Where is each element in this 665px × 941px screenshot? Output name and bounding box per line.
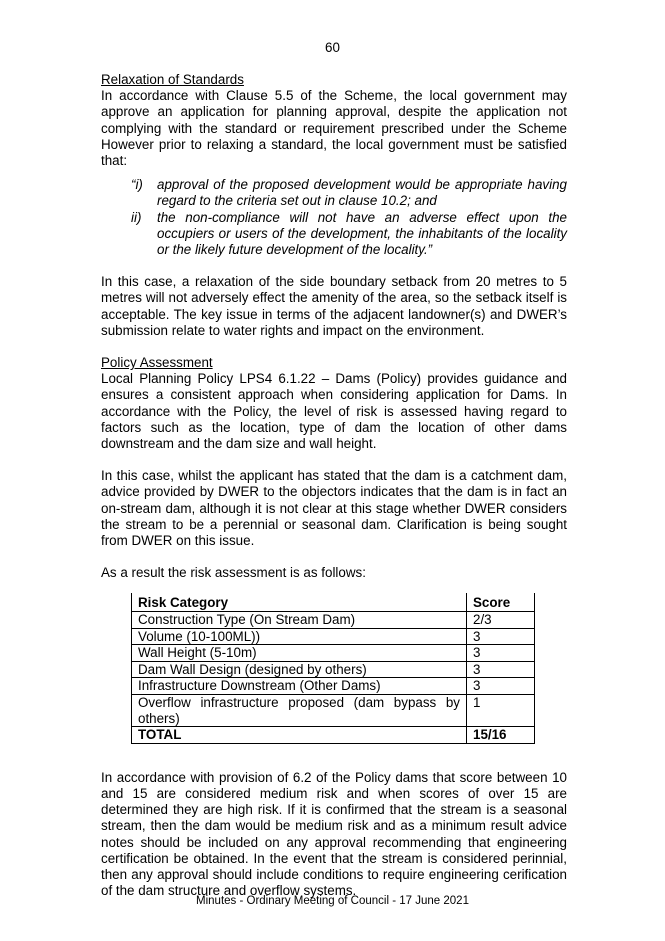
risk-table — [131, 593, 535, 743]
case-paragraph: In this case, a relaxation of the side boundary setback from 20 metres to 5 metres will not adversely effect the amenity of the area, so the setback itself is acceptable. The key issue in terms of the adjacent landowner(s) and DWER’s submission relate to water rights and impact on the environment. — [101, 274, 567, 338]
page-footer: Minutes - Ordinary Meeting of Council - 17 June 2021 — [196, 895, 469, 907]
total-label: TOTAL — [132, 727, 467, 744]
risk-intro: As a result the risk assessment is as follows: — [101, 565, 366, 581]
document-body — [101, 72, 567, 899]
conclusion-paragraph: In accordance with provision of 6.2 of the Policy dams that score between 10 and 15 are considered medium risk and when scores of over 15 are determined they are high risk. If it is confirmed that the stream is a seasonal stream, then the dam would be medium risk and as a minimum result advice notes should be included on any approval recommending that engineering certification be obtained. In the event that the stream is considered perinnial, then any approval should include conditions to require engineering cerification of the dam structure and overflow systems. — [101, 769, 567, 899]
risk-category-cell: Construction Type (On Stream Dam) — [132, 612, 467, 629]
table-row — [132, 661, 535, 678]
score-cell: 1 — [467, 695, 535, 727]
table-row — [132, 612, 535, 629]
clause-item-mark: “i) — [131, 177, 143, 193]
score-header: Score — [467, 593, 535, 611]
risk-table-header — [132, 593, 535, 611]
score-cell: 3 — [467, 661, 535, 678]
clause-item-ii — [131, 209, 567, 259]
clause-item-mark: ii) — [131, 209, 142, 225]
table-row — [132, 678, 535, 695]
table-row — [132, 628, 535, 645]
policy-heading: Policy Assessment — [101, 355, 213, 371]
total-score: 15/16 — [467, 727, 535, 744]
risk-category-cell: Volume (10-100ML)) — [132, 628, 467, 645]
risk-category-cell: Infrastructure Downstream (Other Dams) — [132, 678, 467, 695]
score-cell: 3 — [467, 678, 535, 695]
clause-item-text: approval of the proposed development would be appropriate having regard to the criteria set out in clause 10.2; and — [157, 177, 567, 209]
relaxation-intro: In accordance with Clause 5.5 of the Scheme, the local government may approve an application for planning approval, despite the application not complying with the standard or requirement prescribed under the Scheme However prior to relaxing a standard, the local government must be satisfied that: — [101, 88, 567, 169]
stream-paragraph: In this case, whilst the applicant has stated that the dam is a catchment dam, advice provided by DWER to the objectors indicates that the dam is in fact an on-stream dam, although it is not clear at this stage whether DWER considers the stream to be a perennial or seasonal dam. Clarification is being sought from DWER on this issue. — [101, 468, 567, 549]
risk-category-cell: Dam Wall Design (designed by others) — [132, 661, 467, 678]
relaxation-heading: Relaxation of Standards — [101, 72, 244, 87]
score-cell: 3 — [467, 628, 535, 645]
risk-category-cell: Overflow infrastructure proposed (dam bypass by others) — [132, 695, 467, 727]
policy-paragraph: Local Planning Policy LPS4 6.1.22 – Dams (Policy) provides guidance and ensures a consistent approach when considering application for Dams. In accordance with the Policy, the level of risk is assessed having regard to factors such as the location, type of dam the location of other dams downstream and the dam size and wall height. — [101, 371, 567, 452]
risk-category-cell: Wall Height (5-10m) — [132, 645, 467, 662]
score-cell: 2/3 — [467, 612, 535, 629]
risk-category-header: Risk Category — [132, 593, 467, 611]
table-row — [132, 695, 535, 727]
table-row — [132, 645, 535, 662]
score-cell: 3 — [467, 645, 535, 662]
clause-quote-list — [101, 177, 567, 258]
clause-item-text: the non-compliance will not have an adverse effect upon the occupiers or users of the development, the inhabitants of the locality or the likely future development of the locality.” — [157, 209, 567, 258]
clause-item-i — [131, 177, 567, 209]
page-number: 60 — [325, 40, 340, 55]
table-total-row — [132, 727, 535, 744]
